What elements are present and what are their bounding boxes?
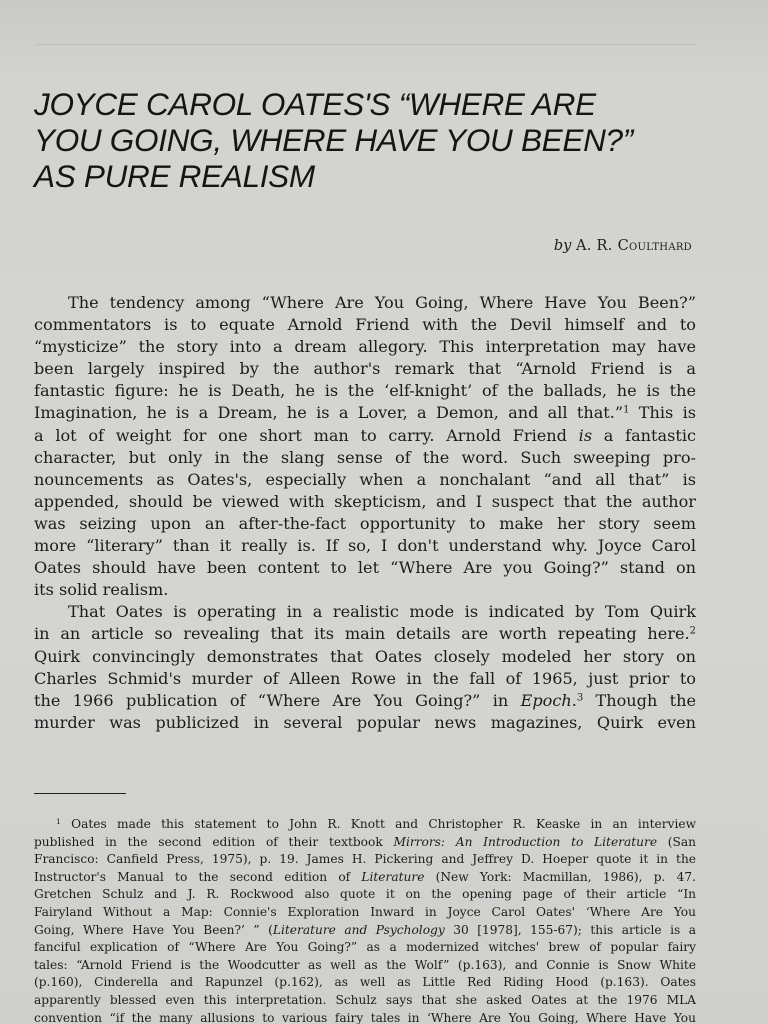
footnotes xyxy=(34,816,696,1024)
journal-epoch: Epoch xyxy=(520,690,572,710)
title-line-3: AS PURE REALISM xyxy=(34,158,315,194)
footnote-line: (p.160), Cinderella and Rapunzel (p.162), as well as Little Red Riding Hood (p.163). Oates xyxy=(34,975,696,990)
body-line: commentators is to equate Arnold Friend with the Devil himself and to xyxy=(34,315,696,335)
footnote-rule xyxy=(34,793,126,794)
footnote-ref-2[interactable]: 2 xyxy=(689,625,696,637)
footnote-line: tales: “Arnold Friend is the Woodcutter as well as the Wolf” (p.163), and Connie is Snow White xyxy=(34,957,696,972)
body-line: character, but only in the slang sense of the word. Such sweeping pro- xyxy=(34,447,696,467)
byline xyxy=(554,238,692,254)
body-line: “mysticize” the story into a dream allegory. This interpretation may have xyxy=(34,337,696,357)
footnote-line: $^1$ Oates made this statement to John R. Knott and Christopher R. Keaske in an interview xyxy=(56,816,697,831)
article-body xyxy=(34,292,696,734)
body-line: more “literary” than it really is. If so, I don't understand why. Joyce Carol xyxy=(34,536,696,556)
body-line: its solid realism. xyxy=(34,580,169,600)
body-line: murder was publicized in several popular news magazines, Quirk even xyxy=(34,712,696,732)
byline-by: by xyxy=(553,238,572,254)
title-line-1: JOYCE CAROL OATES'S “WHERE ARE xyxy=(34,86,596,122)
footnote-line: fanciful explication of “Where Are You Going?” as a modernized witches' brew of popular fairy xyxy=(34,940,696,955)
body-line: was seizing upon an after-the-fact opportunity to make her story seem xyxy=(34,513,696,533)
body-line: Imagination, he is a Dream, he is a Lover, a Demon, and all that.”$^1$ This is xyxy=(34,403,696,423)
footnote-ref-3[interactable]: 3 xyxy=(576,692,584,704)
footnote-ref-1[interactable]: 1 xyxy=(623,404,630,416)
emphasis-is: is xyxy=(578,425,593,445)
footnote-line: convention “if the many allusions to various fairy tales in ‘Where Are You Going, Where Have You xyxy=(34,1010,696,1024)
footnote-mark-1: 1 xyxy=(56,816,61,826)
footnote-line: Francisco: Canfield Press, 1975), p. 19. James H. Pickering and Jeffrey D. Hoeper quote it in the xyxy=(34,852,696,867)
footnote-line: Fairyland Without a Map: Connie's Exploration Inward in Joyce Carol Oates' ‘Where Are You xyxy=(34,904,696,919)
body-line: the 1966 publication of “Where Are You Going?” in Epoch.$^3$ Though the xyxy=(34,690,696,710)
body-line: a lot of weight for one short man to carry. Arnold Friend is a fantastic xyxy=(34,425,696,445)
body-line: Charles Schmid's murder of Alleen Rowe in the fall of 1965, just prior to xyxy=(34,668,696,688)
footnote-line: published in the second edition of their textbook Mirrors: An Introduction to Literature (San xyxy=(34,834,697,849)
article-title xyxy=(34,86,734,194)
title-line-2: YOU GOING, WHERE HAVE YOU BEEN?” xyxy=(34,122,633,158)
body-line: That Oates is operating in a realistic mode is indicated by Tom Quirk xyxy=(68,602,696,622)
body-line: Oates should have been content to let “Where Are you Going?” stand on xyxy=(34,558,696,578)
body-line: Quirk convincingly demonstrates that Oates closely modeled her story on xyxy=(34,646,696,666)
body-line: appended, should be viewed with skepticism, and I suspect that the author xyxy=(34,491,696,511)
footnote-line: apparently blessed even this interpretation. Schulz says that she asked Oates at the 1976 MLA xyxy=(34,992,696,1007)
body-line: The tendency among “Where Are You Going, Where Have You Been?” xyxy=(68,293,696,312)
body-line: been largely inspired by the author's remark that “Arnold Friend is a xyxy=(34,359,696,379)
footnote-line: Going, Where Have You Been?’ ” (Literature and Psychology 30 [1978], 155-67); this article is a xyxy=(34,922,697,937)
body-line: nouncements as Oates's, especially when a nonchalant “and all that” is xyxy=(34,469,696,489)
bleed-through-header xyxy=(36,44,696,57)
footnote-line: Gretchen Schulz and J. R. Rockwood also quote it on the opening page of their article “In xyxy=(34,887,696,902)
body-line: in an article so revealing that its main details are worth repeating here.$^2$ xyxy=(34,624,696,644)
footnote-line: Instructor's Manual to the second edition of Literature (New York: Macmillan, 1986), p. 47. xyxy=(34,869,696,884)
body-line: fantastic figure: he is Death, he is the ‘elf-knight’ of the ballads, he is the xyxy=(34,381,696,401)
byline-author: A. R. Coulthard xyxy=(575,238,692,254)
